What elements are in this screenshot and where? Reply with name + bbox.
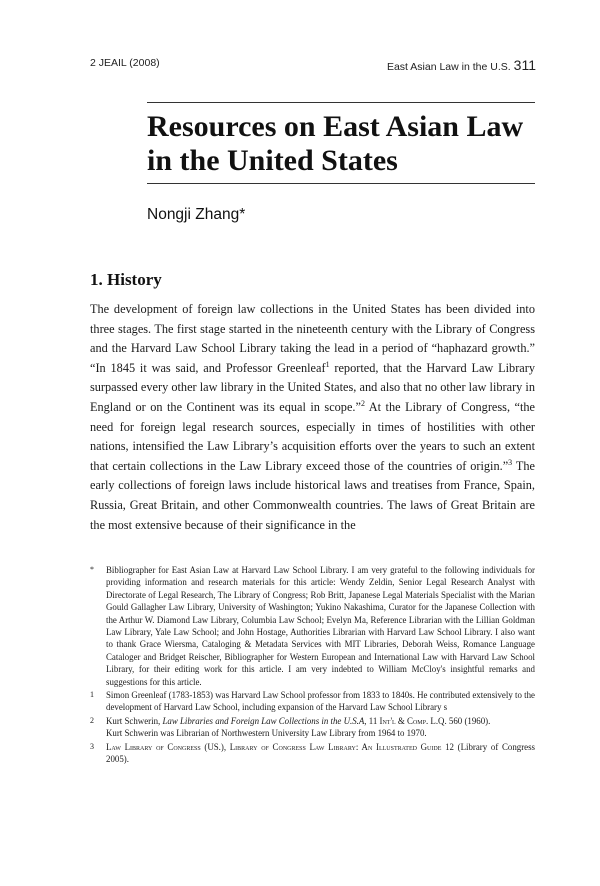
article-title: Resources on East Asian Law in the United States [147, 110, 524, 177]
footnote-mark: 1 [90, 690, 94, 700]
footnote-text-line2: Kurt Schwerin was Librarian of Northwestern University Law Library from 1964 to 1970. [106, 728, 427, 739]
footnote-mark: 2 [90, 715, 94, 725]
footnote-3 [90, 741, 535, 766]
body-text-1: The development of foreign law collections in the United States has been divided into three stages. The first stage started in the nineteenth century with the Library of Congress and the Harvard Law School Library taking the lead in a period of “haphazard growth.” “In 1845 it was said, and Professor Greenleaf [90, 302, 535, 375]
body-text-4: The early collections of foreign laws include historical laws and treatises from France, Spain, Russia, Great Britain, and other Commonwealth countries. The laws of Great Britain are the most extensive because of their significance in the [90, 458, 535, 532]
footnote-star [90, 564, 535, 688]
footnote-text: Simon Greenleaf (1783-1853) was Harvard Law School professor from 1833 to 1840s. He contributed extensively to the development of Harvard Law School, including expansion of the Harvard Law School Library s [106, 690, 535, 713]
footnote-text: Kurt Schwerin, [106, 715, 163, 726]
running-header-title: East Asian Law in the U.S. [386, 61, 511, 73]
footnote-text: L.Q. 560 (1960). [428, 715, 491, 726]
footnote-cited-title: Law Libraries and Foreign Law Collections in the U.S.A [162, 715, 365, 726]
footnote-text: Bibliographer for East Asian Law at Harvard Law School Library. I am very grateful to the following individuals for providing information and research materials for this article: Wendy Zeldin, Senior Legal Research Analyst with Directorate of Legal Research, The Library of Congress; Rob Britt, Japanese Legal Materials Specialist with the Marian Gould Gallagher Law Library, University of Washington; Yukino Nakashima, Curator for the Japanese Collection with the Arthur W. Diamond Law Library, Columbia Law School; Evelyn Ma, Reference Librarian with the Lillian Goldman Law Library, Yale Law School; and John Hostage, Authorities Librarian with Harvard Law School Library. I also want to thank Grace Wiersma, Cataloging & Metadata Services with MIT Libraries, Deborah Weiss, Romance Language Cataloger and Bridget Reischer, Bibliographer for Western European and International Law with Harvard Law School Library, for their editing work for this article. I am very indebted to William McCloy's insightful remarks and suggestions for this article. [106, 565, 535, 687]
footnote-text: 12 (Library of Congress 2005). [106, 741, 535, 765]
footnote-text: , 11 [364, 715, 380, 726]
title-bottom-rule [147, 183, 535, 184]
section-heading: 1. History [90, 270, 162, 289]
author-name: Nongji Zhang* [147, 206, 246, 223]
footnote-2 [90, 715, 535, 740]
body-text-3: At the Library of Congress, “the need for foreign legal research sources, especially in times of hostilities with other nations, intensified the Law Library’s acquisition efforts over the years to such an extent that certain collections in the Law Library exceed those of the countries of origin.” [90, 399, 535, 473]
footnote-ref-1[interactable]: 1 [325, 359, 330, 369]
body-text-2: reported, that the Harvard Law Library surpassed every other law library in the United States, and also that no other law library in England or on the Continent was its equal in scope.” [90, 360, 535, 414]
title-top-rule [147, 102, 535, 103]
running-header-right [387, 57, 536, 73]
footnote-journal: Int'l & Comp. [379, 715, 429, 726]
running-header-left: 2 JEAIL (2008) [90, 57, 160, 69]
footnote-1 [90, 689, 535, 714]
footnotes [90, 564, 535, 767]
page-number: 311 [513, 57, 536, 73]
body-paragraph [90, 300, 535, 535]
footnote-mark: * [90, 565, 94, 574]
footnote-cited-title: Law Library of Congress (US.), Library of Congress Law Library: An Illustrated Guide [106, 741, 442, 752]
footnote-ref-2[interactable]: 2 [360, 398, 365, 408]
footnote-ref-3[interactable]: 3 [508, 457, 513, 467]
footnote-mark: 3 [90, 741, 94, 751]
